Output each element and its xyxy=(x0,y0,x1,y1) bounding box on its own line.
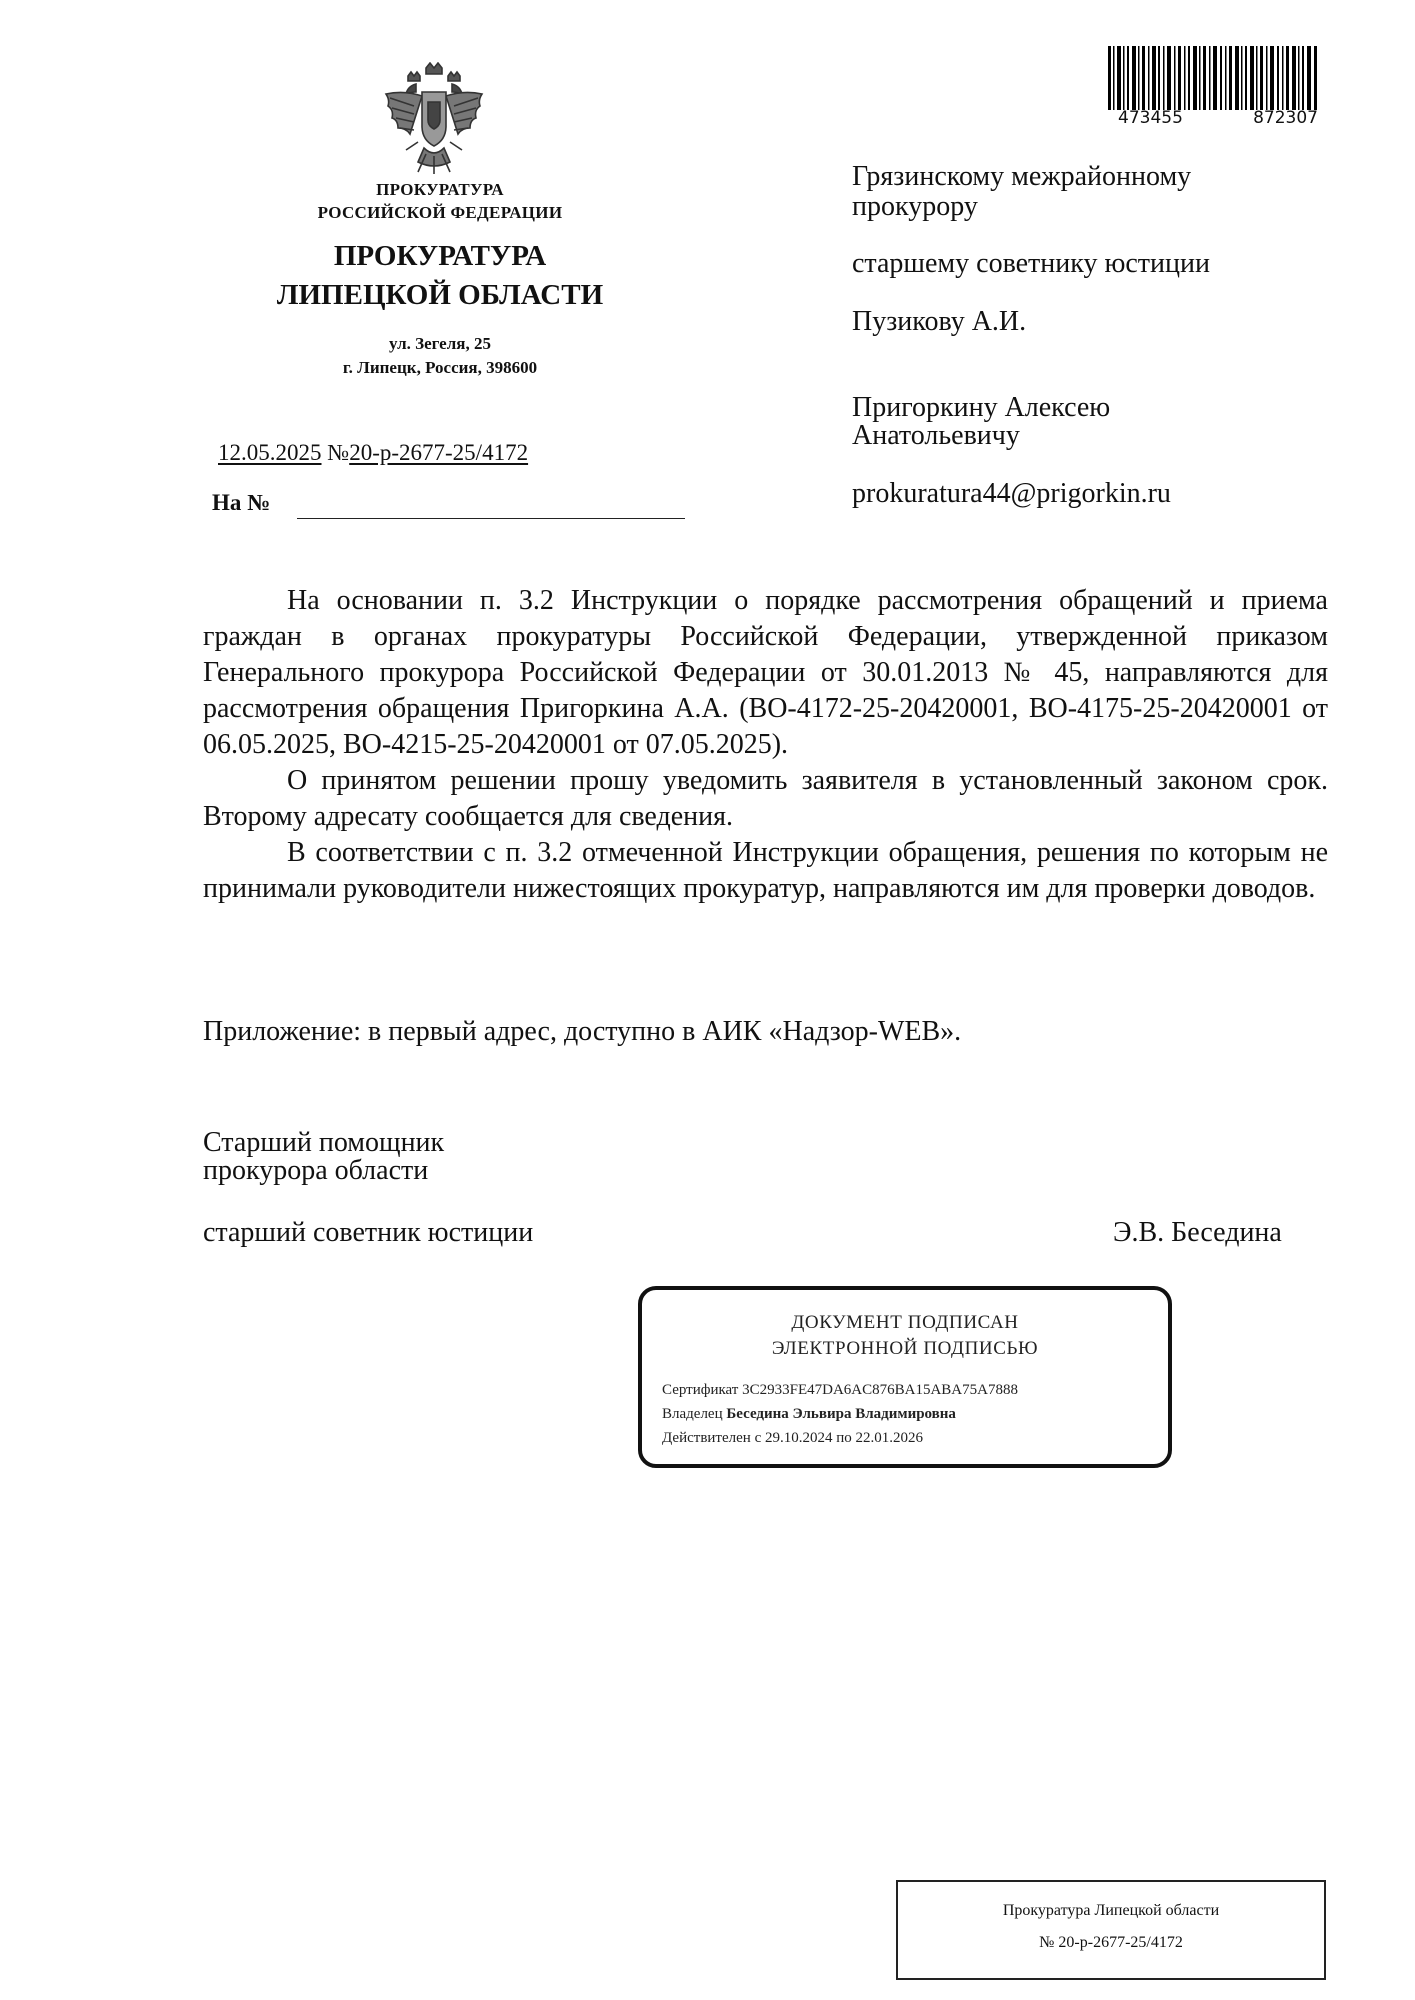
stamp-valid-to-label: по xyxy=(836,1430,852,1446)
org-federal-line1: ПРОКУРАТУРА xyxy=(376,180,504,199)
regbox-number: 20-р-2677-25/4172 xyxy=(1058,1934,1183,1951)
org-name-line2: ЛИПЕЦКОЙ ОБЛАСТИ xyxy=(276,279,604,311)
stamp-cert-label: Сертификат xyxy=(662,1382,739,1398)
stamp-owner-value: Беседина Эльвира Владимировна xyxy=(726,1406,956,1422)
regbox-number-label: № xyxy=(1039,1934,1055,1951)
stamp-title-line1: ДОКУМЕНТ ПОДПИСАН xyxy=(791,1312,1019,1333)
stamp-validity xyxy=(662,1428,923,1448)
signer-position-line2: прокурора области xyxy=(203,1155,429,1186)
stamp-cert-value: 3C2933FE47DA6AC876BA15ABA75A7888 xyxy=(742,1382,1018,1398)
org-federal-line2: РОССИЙСКОЙ ФЕДЕРАЦИИ xyxy=(317,203,563,222)
org-name-line1: ПРОКУРАТУРА xyxy=(333,240,547,272)
registration-number: 20-р-2677-25/4172 xyxy=(349,440,529,465)
org-address-line2: г. Липецк, Россия, 398600 xyxy=(342,358,538,377)
barcode xyxy=(1108,46,1318,110)
letter-body xyxy=(203,583,1328,907)
stamp-owner xyxy=(662,1404,956,1424)
barcode-number-right: 872307 xyxy=(1253,108,1318,128)
reply-to-number-blank-line xyxy=(297,518,685,519)
registration-box xyxy=(896,1880,1326,1980)
regbox-org: Прокуратура Липецкой области xyxy=(1002,1902,1220,1919)
barcode-numbers xyxy=(1118,108,1318,128)
addressee-line3: старшему советнику юстиции xyxy=(852,248,1210,279)
stamp-valid-to: 22.01.2026 xyxy=(855,1430,924,1446)
body-paragraph-1: На основании п. 3.2 Инструкции о порядке рассмотрения обращений и приема граждан в органах прокуратуры Российской Федерации, утвержденной приказом Генерального прокурора Российской Федерации от 30.01.2013 № 45, направляются для рассмотрения обращения Пригоркина А.А. (ВО-4172-25-20420001, ВО-4175-25-20420001 от 06.05.2025, ВО-4215-25-20420001 от 07.05.2025). xyxy=(203,585,1328,760)
addressee-line4: Пузикову А.И. xyxy=(852,306,1027,337)
stamp-valid-from: 29.10.2024 xyxy=(764,1430,833,1446)
org-address-line1: ул. Зегеля, 25 xyxy=(389,334,491,353)
stamp-certificate xyxy=(662,1380,1018,1400)
addressee-email: prokuratura44@prigorkin.ru xyxy=(852,478,1171,509)
signer-name: Э.В. Беседина xyxy=(1113,1217,1282,1248)
regbox-number-line xyxy=(898,1932,1324,1954)
registration-date: 12.05.2025 xyxy=(218,440,322,465)
barcode-number-left: 473455 xyxy=(1118,108,1183,128)
stamp-title-line2: ЭЛЕКТРОННОЙ ПОДПИСЬЮ xyxy=(771,1338,1039,1359)
coat-of-arms-emblem xyxy=(378,62,490,180)
body-paragraph-2: О принятом решении прошу уведомить заявителя в установленный законом срок. Второму адресату сообщается для сведения. xyxy=(203,765,1328,832)
addressee-line1: Грязинскому межрайонному xyxy=(852,161,1192,192)
addressee-line6: Анатольевичу xyxy=(852,420,1020,451)
stamp-valid-from-label: с xyxy=(754,1430,762,1446)
registration-line xyxy=(218,440,528,466)
reply-to-number-label: На № xyxy=(212,490,271,515)
body-paragraph-3: В соответствии с п. 3.2 отмеченной Инструкции обращения, решения по которым не принимали руководители нижестоящих прокуратур, направляются им для проверки доводов. xyxy=(203,837,1328,904)
signer-position-line1: Старший помощник xyxy=(203,1127,445,1158)
number-sign: № xyxy=(327,440,350,465)
attachment-note: Приложение: в первый адрес, доступно в АИК «Надзор-WEB». xyxy=(203,1016,962,1047)
signer-rank: старший советник юстиции xyxy=(203,1217,534,1248)
stamp-owner-label: Владелец xyxy=(662,1406,723,1422)
addressee-line2: прокурору xyxy=(852,191,978,222)
addressee-line5: Пригоркину Алексею xyxy=(852,392,1111,423)
electronic-signature-stamp xyxy=(638,1286,1172,1468)
stamp-valid-label: Действителен xyxy=(662,1430,751,1446)
